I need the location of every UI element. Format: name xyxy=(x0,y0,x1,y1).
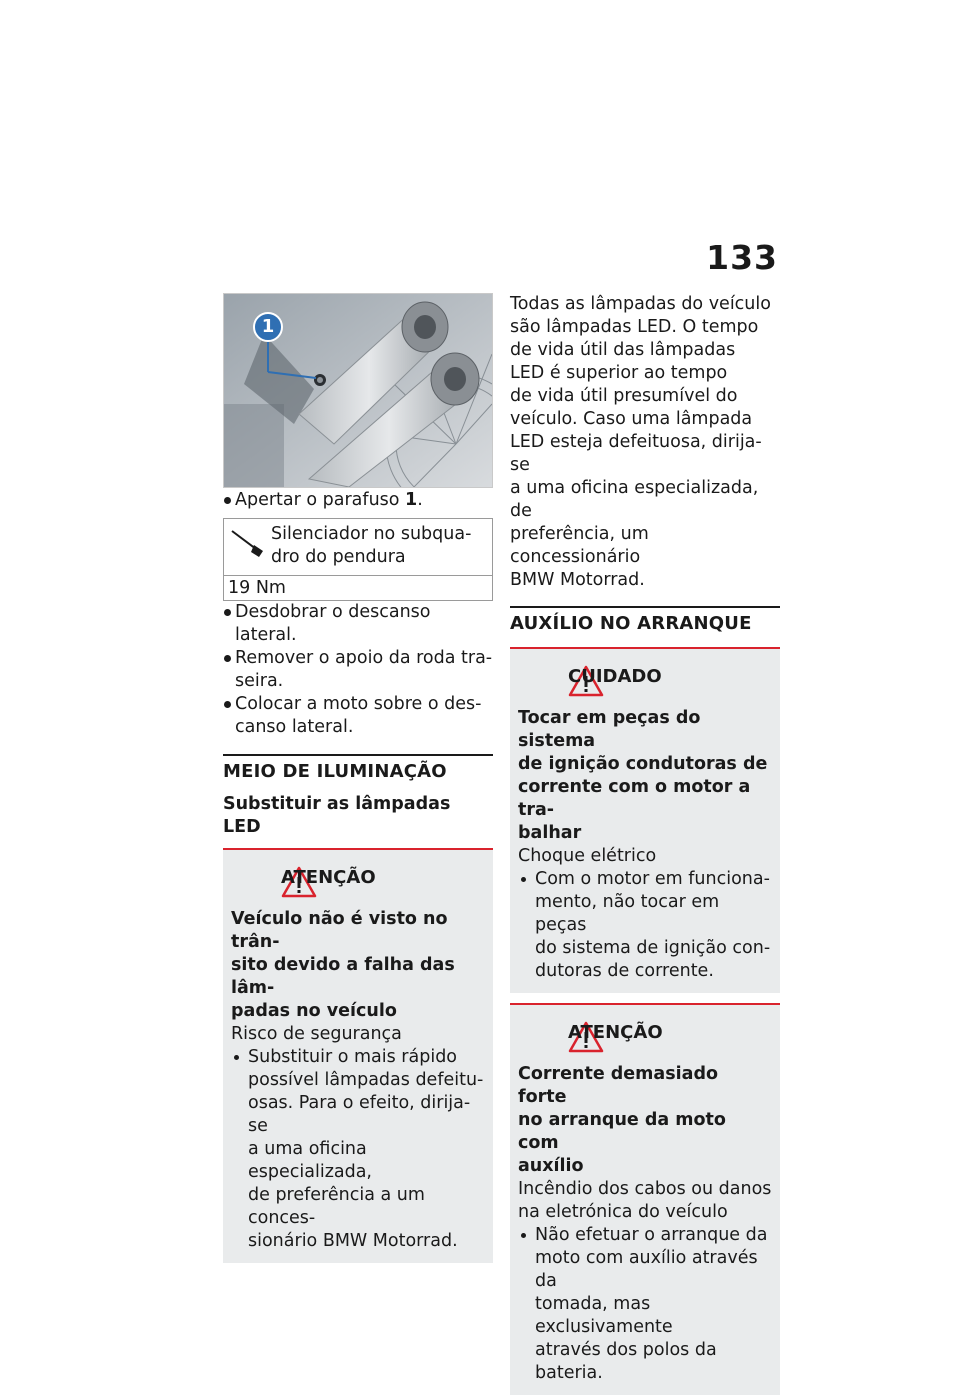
step-fold-stand: Desdobrar o descanso lateral. xyxy=(223,601,493,647)
silencer-photo xyxy=(223,293,493,488)
section-title-jump-start: AUXÍLIO NO ARRANQUE xyxy=(510,606,780,635)
subsection-title-led: Substituir as lâmpadas LED xyxy=(223,794,451,837)
right-column xyxy=(510,293,780,1395)
warning-title: ATENÇÃO xyxy=(568,1022,663,1043)
caution-box xyxy=(510,649,780,993)
torque-value: 19 Nm xyxy=(228,578,286,598)
led-intro-paragraph: Todas as lâmpadas do veículo são lâmpadas LED. O tempo de vida útil das lâmpadas LED é superior ao tempo de vida útil presumível do veículo. Caso uma lâmpada LED esteja defeituosa, dirija-se a uma oficina especializada, de preferência, um concessionário BMW Motorrad. xyxy=(510,294,771,590)
warning-box-led xyxy=(223,850,493,1263)
warning-heading: Veículo não é visto no trân- sito devido a falha das lâm- padas no veículo xyxy=(231,909,455,1021)
caution-heading: Tocar em peças do sistema de ignição condutoras de corrente com o motor a tra- balhar xyxy=(518,708,768,843)
caution-action: Com o motor em funciona- mento, não tocar em peças do sistema de ignição con- dutoras de corrente. xyxy=(518,868,772,983)
warning-box-jump-start xyxy=(510,1005,780,1395)
warning-action: Não efetuar o arranque da moto com auxílio através da tomada, mas exclusivamente através dos polos da bateria. xyxy=(518,1224,772,1385)
step-place-on-stand: Colocar a moto sobre o des- canso lateral. xyxy=(223,693,493,739)
left-column xyxy=(223,489,493,1263)
warning-consequence: Risco de segurança xyxy=(231,1024,402,1044)
section-title-lighting: MEIO DE ILUMINAÇÃO xyxy=(223,754,493,783)
warning-consequence: Incêndio dos cabos ou danos na eletrónica do veículo xyxy=(518,1179,772,1222)
page-number: 133 xyxy=(706,238,778,277)
wrench-icon xyxy=(230,527,266,564)
torque-label-line1: Silenciador no subqua- xyxy=(271,524,472,544)
callout-number: 1 xyxy=(261,316,275,337)
step-tighten-bolt: Apertar o parafuso 1. xyxy=(223,489,493,512)
ref-number: 1 xyxy=(405,490,418,510)
warning-title: ATENÇÃO xyxy=(281,867,376,888)
warning-heading: Corrente demasiado forte no arranque da moto com auxílio xyxy=(518,1064,726,1176)
torque-label-line2: dro do pendura xyxy=(271,547,406,567)
warning-action: Substituir o mais rápido possível lâmpadas defeitu- osas. Para o efeito, dirija-se a uma oficina especializada, de preferência a um conces- sionário BMW Motorrad. xyxy=(231,1046,485,1253)
step-remove-support: Remover o apoio da roda tra- seira. xyxy=(223,647,493,693)
torque-table xyxy=(223,518,493,601)
caution-title: CUIDADO xyxy=(568,666,662,687)
caution-consequence: Choque elétrico xyxy=(518,846,657,866)
